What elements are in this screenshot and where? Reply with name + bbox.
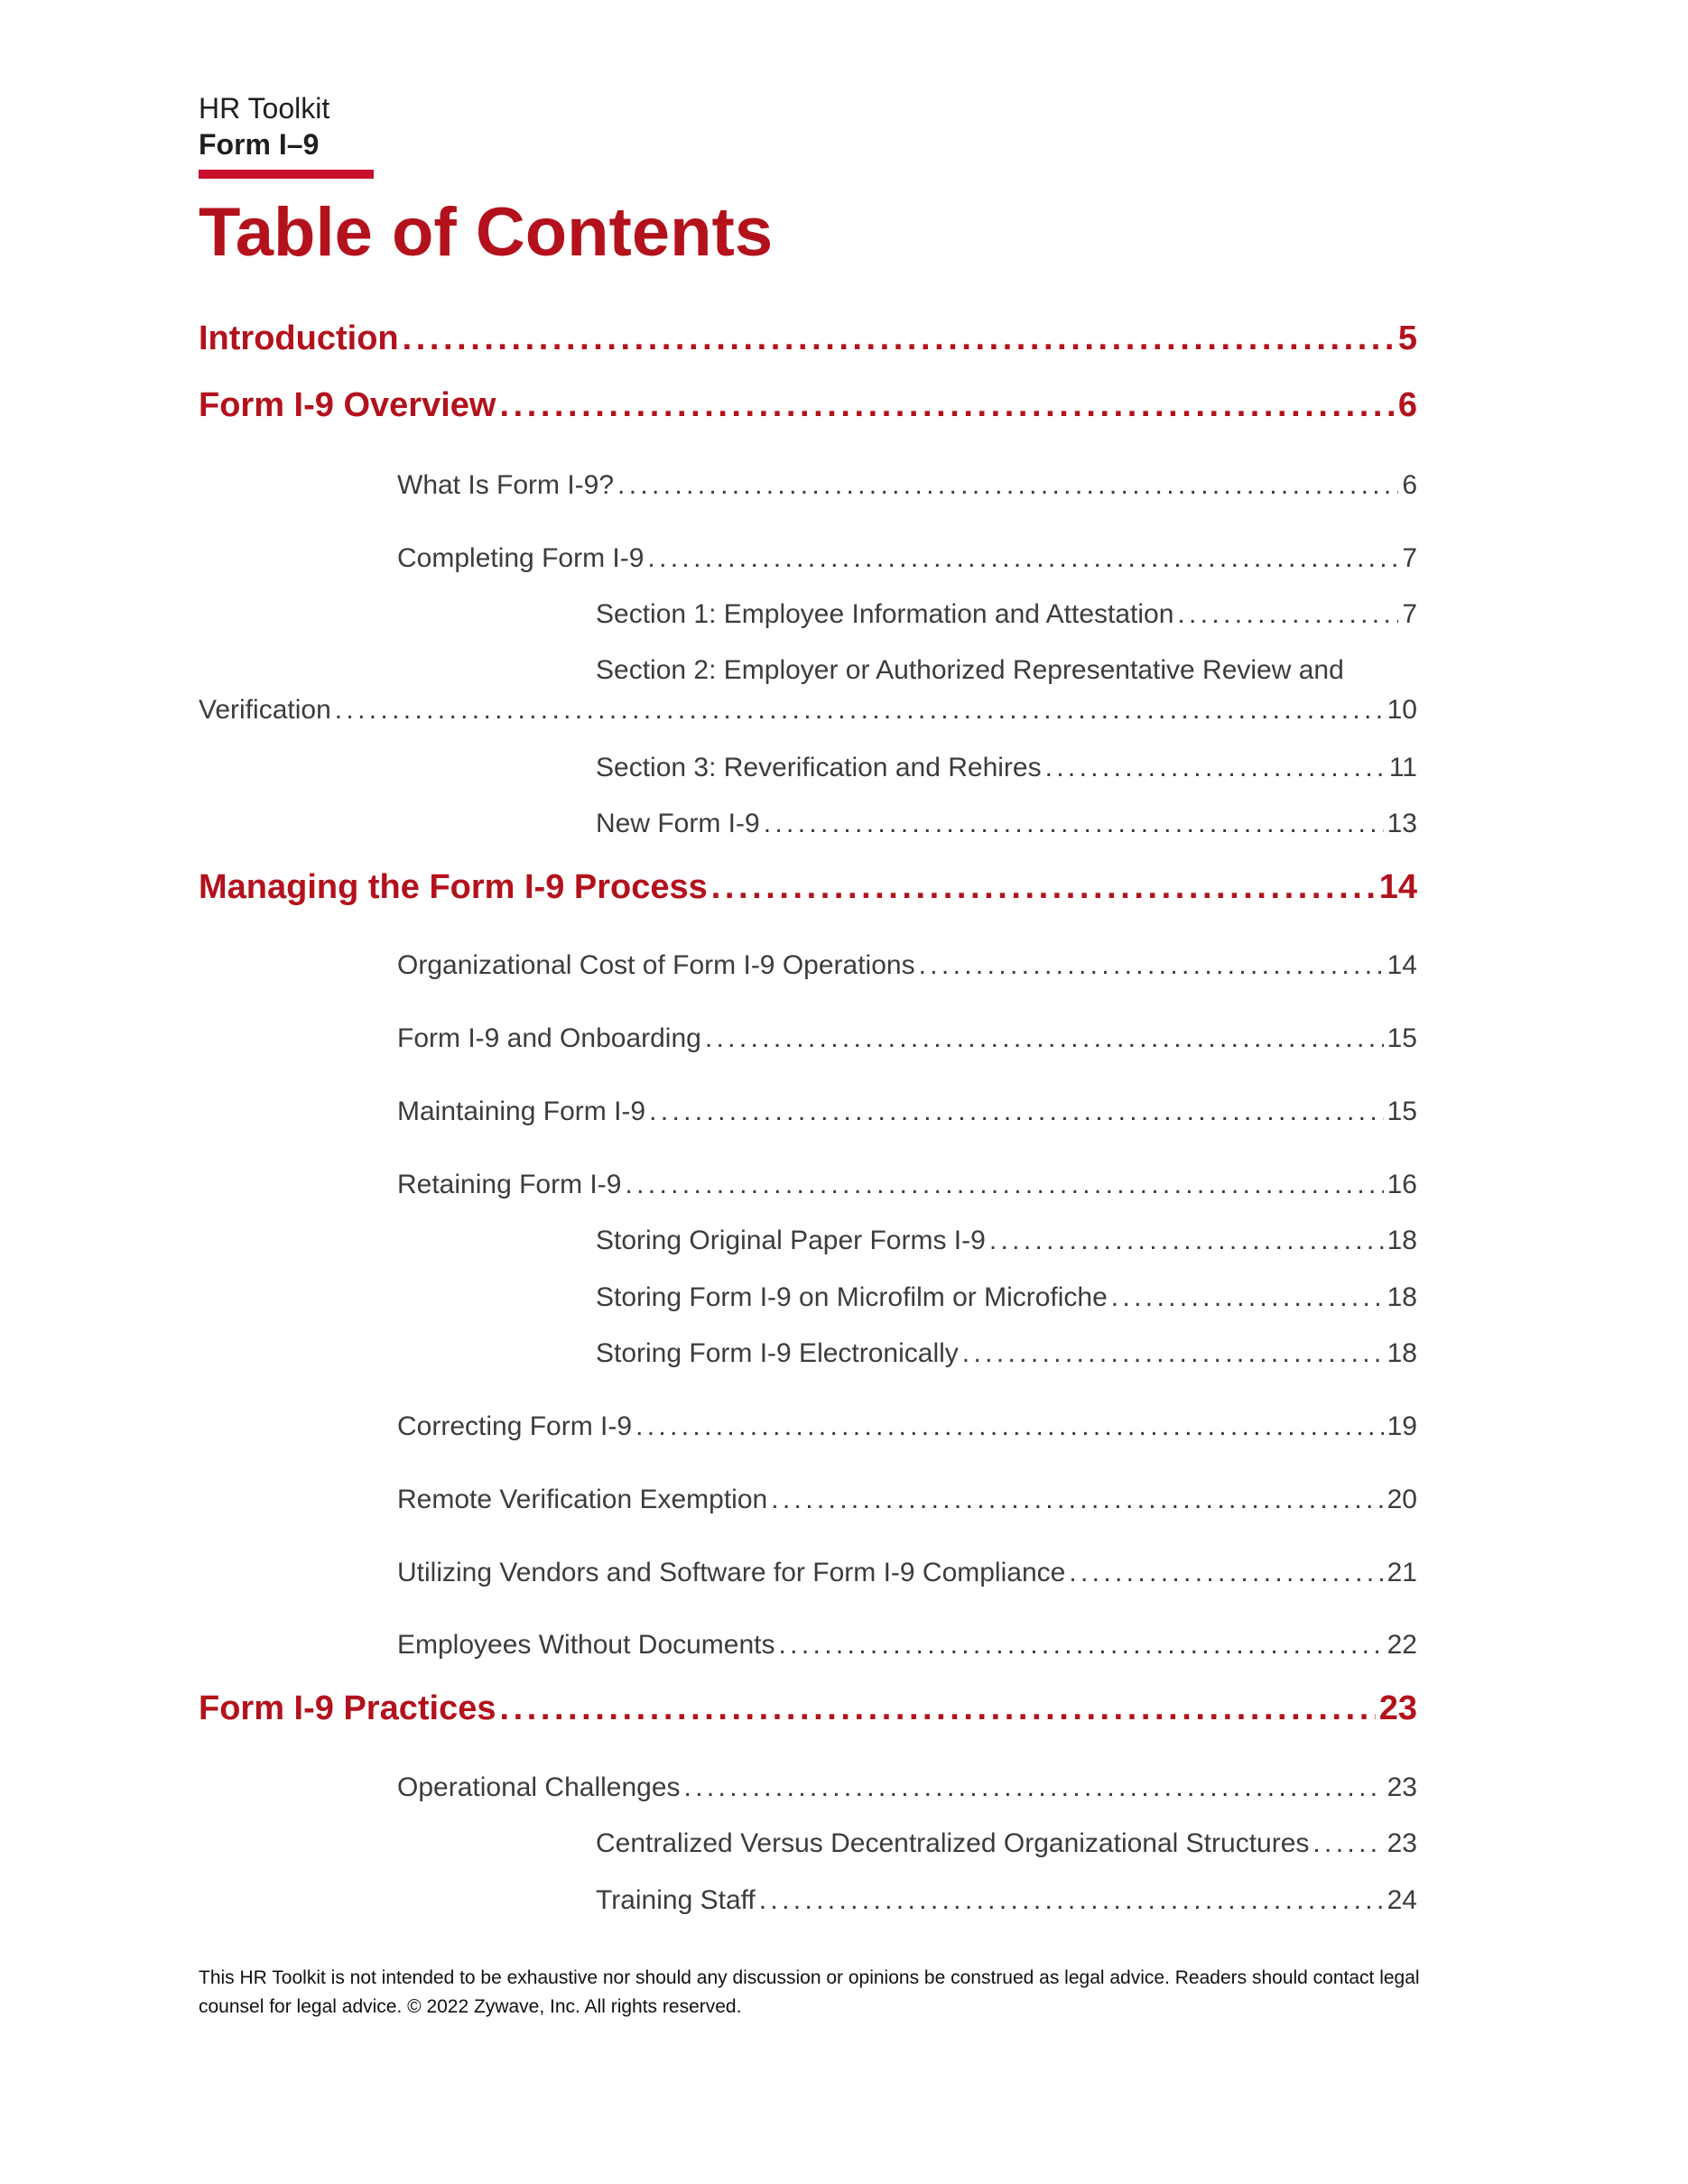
dot-leader: [403, 319, 1395, 358]
toc-page-number: 23: [1378, 1689, 1417, 1727]
toc-page-number: 23: [1387, 1828, 1417, 1858]
toc-entry-remote-verification[interactable]: [397, 1485, 1417, 1521]
dot-leader: [1177, 599, 1398, 630]
page-title: Table of Contents: [199, 194, 774, 271]
toc-label: Managing the Form I-9 Process: [199, 868, 708, 906]
toc-entry-correcting[interactable]: [397, 1411, 1417, 1448]
dot-leader: [962, 1338, 1384, 1369]
toc-page-number: 19: [1387, 1411, 1417, 1441]
toc-label: Retaining Form I-9: [397, 1170, 622, 1199]
toc-entry-org-cost[interactable]: [397, 950, 1417, 986]
toc-entry-overview[interactable]: [199, 386, 1417, 430]
toc-page-number: 14: [1387, 950, 1417, 980]
dot-leader: [919, 950, 1384, 981]
dot-leader: [1312, 1828, 1383, 1859]
toc-entry-storing-electronic[interactable]: [596, 1338, 1417, 1374]
dot-leader: [989, 1226, 1384, 1256]
toc-entry-operational-challenges[interactable]: [397, 1772, 1417, 1809]
toc-entry-centralized[interactable]: [596, 1828, 1417, 1865]
toc-entry-onboarding[interactable]: [397, 1023, 1417, 1060]
toc-page-number: 18: [1387, 1226, 1417, 1255]
toc-entry-section-2[interactable]: [199, 695, 1417, 731]
toc-entry-storing-microfilm[interactable]: [596, 1282, 1417, 1319]
dot-leader: [1045, 753, 1386, 783]
dot-leader: [499, 1689, 1375, 1728]
dot-leader: [499, 386, 1394, 425]
toc-entry-new-form[interactable]: [596, 809, 1417, 845]
dot-leader: [771, 1485, 1383, 1515]
toc-page-number: 18: [1387, 1282, 1417, 1312]
toc-page-number: 15: [1387, 1097, 1417, 1126]
toc-page-number: 7: [1402, 599, 1417, 629]
dot-leader: [779, 1630, 1384, 1661]
dot-leader: [617, 470, 1398, 501]
dot-leader: [764, 809, 1384, 839]
toc-page-number: 22: [1387, 1630, 1417, 1660]
toc-label: Utilizing Vendors and Software for Form I-9 Compliance: [397, 1558, 1066, 1587]
toc-page-number: 21: [1387, 1558, 1417, 1587]
toc-page-number: 7: [1402, 543, 1417, 573]
dot-leader: [335, 695, 1384, 726]
dot-leader: [711, 868, 1376, 907]
toc-label: Verification: [199, 695, 331, 725]
toc-entry-storing-paper[interactable]: [596, 1226, 1417, 1262]
toc-entry-section-3[interactable]: [596, 753, 1417, 789]
toc-label: Maintaining Form I-9: [397, 1097, 646, 1126]
dot-leader: [705, 1023, 1384, 1054]
toc-page-number: 10: [1387, 695, 1417, 725]
toc-page-number: 11: [1388, 753, 1417, 782]
dot-leader: [759, 1885, 1384, 1916]
toc-entry-section-2-line1[interactable]: Section 2: Employer or Authorized Representative Review and: [596, 655, 1344, 685]
toc-label: Form I-9 and Onboarding: [397, 1023, 701, 1053]
toc-label: Storing Original Paper Forms I-9: [596, 1226, 986, 1255]
toc-page-number: 16: [1387, 1170, 1417, 1199]
toc-label: Operational Challenges: [397, 1772, 681, 1802]
toc-label: Form I-9 Overview: [199, 386, 496, 424]
toc-label: Training Staff: [596, 1885, 756, 1915]
toc-label: Storing Form I-9 on Microfilm or Microfiche: [596, 1282, 1108, 1312]
toc-entry-maintaining[interactable]: [397, 1097, 1417, 1133]
toc-page-number: 14: [1378, 868, 1417, 906]
toc-page-number: 5: [1397, 319, 1417, 357]
toc-page-number: 20: [1387, 1485, 1417, 1514]
toc-label: Correcting Form I-9: [397, 1411, 633, 1441]
toc-page-number: 13: [1387, 809, 1417, 838]
toc-label: Section 3: Reverification and Rehires: [596, 753, 1042, 782]
toc-entry-managing[interactable]: [199, 868, 1417, 912]
toc-label: Employees Without Documents: [397, 1630, 775, 1660]
dot-leader: [635, 1411, 1384, 1442]
toc-page-number: 15: [1387, 1023, 1417, 1053]
toc-entry-without-documents[interactable]: [397, 1630, 1417, 1666]
header-form-label: Form I–9: [199, 128, 320, 161]
toc-label: What Is Form I-9?: [397, 470, 615, 500]
toc-page-number: 18: [1387, 1338, 1417, 1368]
dot-leader: [1069, 1558, 1383, 1588]
toc-entry-introduction[interactable]: [199, 319, 1417, 363]
toc-page-number: 6: [1402, 470, 1417, 500]
toc-label: New Form I-9: [596, 809, 760, 838]
toc-entry-training-staff[interactable]: [596, 1885, 1417, 1921]
header-toolkit-label: HR Toolkit: [199, 92, 330, 125]
legal-disclaimer: This HR Toolkit is not intended to be exhaustive nor should any discussion or opinions be construed as legal advice. Readers should contact legal counsel for legal advice. © 2022 Zywave, Inc. All rights reserved.: [199, 1967, 1420, 2017]
toc-label: Completing Form I-9: [397, 543, 645, 573]
toc-label: Centralized Versus Decentralized Organizational Structures: [596, 1828, 1310, 1858]
toc-label: Storing Form I-9 Electronically: [596, 1338, 959, 1368]
toc-page-number: 24: [1387, 1885, 1417, 1915]
toc-label: Section 1: Employee Information and Attestation: [596, 599, 1174, 629]
dot-leader: [684, 1772, 1384, 1803]
toc-entry-vendors[interactable]: [397, 1558, 1417, 1594]
dot-leader: [1111, 1282, 1384, 1313]
toc-label: Form I-9 Practices: [199, 1689, 496, 1727]
toc-label: Organizational Cost of Form I-9 Operations: [397, 950, 915, 980]
dot-leader: [625, 1170, 1383, 1200]
dot-leader: [649, 1097, 1384, 1127]
toc-entry-what-is[interactable]: [397, 470, 1417, 506]
toc-page-number: 6: [1397, 386, 1417, 424]
toc-entry-retaining[interactable]: [397, 1170, 1417, 1206]
toc-entry-practices[interactable]: [199, 1689, 1417, 1733]
toc-label: Remote Verification Exemption: [397, 1485, 768, 1514]
toc-entry-completing[interactable]: [397, 543, 1417, 579]
toc-entry-section-1[interactable]: [596, 599, 1417, 635]
toc-page-number: 23: [1387, 1772, 1417, 1802]
toc-label: Introduction: [199, 319, 399, 357]
dot-leader: [647, 543, 1398, 574]
